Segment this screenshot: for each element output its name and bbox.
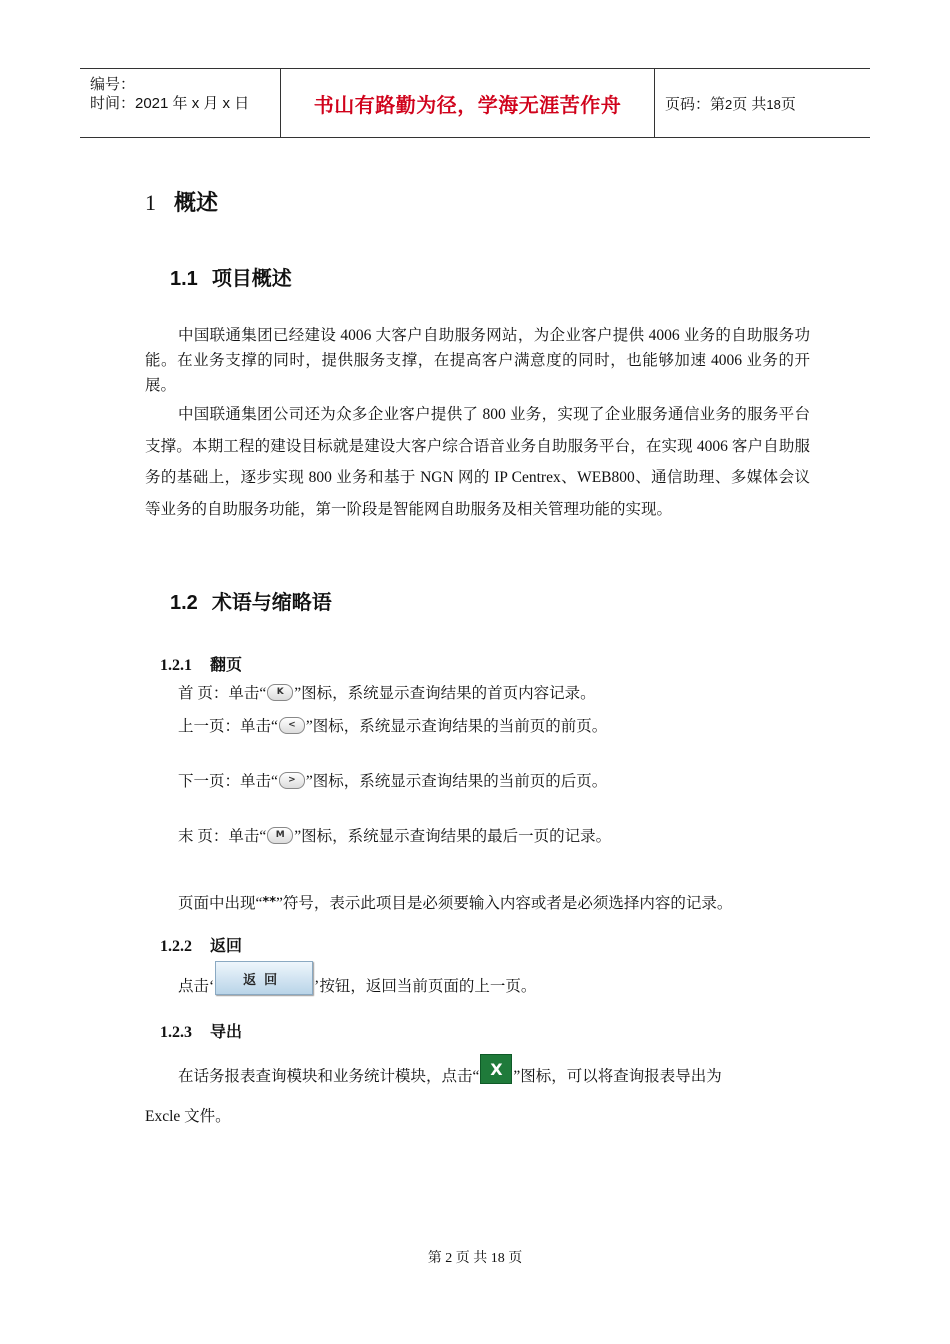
- paging-prev-label: 上一页：单击“: [178, 718, 278, 735]
- heading-title: 返回: [210, 936, 243, 955]
- page-mid: 页 共: [732, 95, 767, 113]
- page-total: 18: [766, 96, 781, 112]
- heading-1-2-1: [160, 652, 242, 675]
- export-text-after: ”图标，可以将查询报表导出为: [513, 1068, 722, 1085]
- heading-number: 1.2: [170, 592, 198, 614]
- paging-first-text: ”图标，系统显示查询结果的首页内容记录。: [294, 685, 596, 702]
- back-button[interactable]: 返回: [215, 961, 313, 995]
- serial-label: 编号：: [90, 76, 136, 93]
- heading-number: 1.2.2: [160, 938, 192, 955]
- paging-next-text: ”图标，系统显示查询结果的当前页的后页。: [305, 773, 608, 790]
- export-text-before: 在话务报表查询模块和业务统计模块，点击“: [178, 1068, 480, 1085]
- last-page-icon[interactable]: M: [267, 827, 293, 844]
- heading-number: 1.2.3: [160, 1024, 192, 1041]
- next-page-icon[interactable]: >: [279, 772, 305, 789]
- page-footer: 第 2 页 共 18 页: [427, 1251, 523, 1266]
- export-line-2: Excle 文件。: [145, 1108, 231, 1125]
- required-note: [178, 891, 732, 913]
- page-indicator: [655, 93, 796, 114]
- paging-next-line: [178, 769, 607, 791]
- page-prefix: 页码：第: [665, 95, 726, 113]
- prev-page-icon[interactable]: <: [279, 717, 305, 734]
- paging-last-text: ”图标，系统显示查询结果的最后一页的记录。: [294, 828, 612, 845]
- header-page-cell: [655, 69, 870, 137]
- heading-1-2-2: [160, 933, 242, 956]
- heading-title: 导出: [210, 1022, 243, 1041]
- back-text-before: 点击‘: [178, 978, 215, 995]
- heading-title: 翻页: [210, 655, 243, 674]
- paging-next-label: 下一页：单击“: [178, 773, 278, 790]
- heading-title: 概述: [174, 191, 219, 216]
- required-note-end: ”符号，表示此项目是必须要输入内容或者是必须选择内容的记录。: [276, 895, 733, 912]
- page-number: 2: [725, 96, 733, 112]
- motto: 书山有路勤为径，学海无涯苦作舟: [313, 92, 622, 117]
- heading-1-2: [170, 586, 332, 615]
- paging-prev-line: [178, 714, 607, 736]
- overview-body-2: [145, 399, 810, 525]
- page-suffix: 页: [780, 95, 796, 113]
- page-header: [80, 68, 870, 138]
- heading-number: 1: [145, 190, 156, 215]
- header-motto-cell: [281, 69, 655, 137]
- required-mark: **: [262, 894, 276, 910]
- export-line: [178, 1060, 722, 1090]
- overview-body: [145, 323, 810, 398]
- excel-icon[interactable]: X: [480, 1054, 512, 1084]
- back-text-after: ’按钮，返回当前页面的上一页。: [314, 978, 537, 995]
- required-note-start: 页面中出现“: [178, 895, 263, 912]
- heading-title: 项目概述: [211, 266, 292, 290]
- heading-number: 1.1: [170, 268, 198, 290]
- paging-first-line: [178, 681, 596, 703]
- paging-prev-text: ”图标，系统显示查询结果的当前页的前页。: [305, 718, 608, 735]
- overview-paragraph-1: 中国联通集团已经建设 4006 大客户自助服务网站，为企业客户提供 4006 业务的自助服务功能。在业务支撑的同时，提供服务支撑，在提高客户满意度的同时，也能够加速 4006 业务的开展。: [145, 327, 810, 394]
- paging-last-label: 末 页：单击“: [178, 828, 267, 845]
- heading-1: [145, 186, 218, 217]
- heading-title: 术语与缩略语: [211, 590, 332, 614]
- heading-number: 1.2.1: [160, 657, 192, 674]
- header-info-cell: [80, 69, 281, 137]
- paging-last-line: [178, 824, 611, 846]
- overview-paragraph-2: 中国联通集团公司还为众多企业客户提供了 800 业务，实现了企业服务通信业务的服务平台支撑。本期工程的建设目标就是建设大客户综合语音业务自助服务平台，在实现 4006 客户自助服务的基础上，逐步实现 800 业务和基于 NGN 网的 IP Centrex、WEB800、通信助理、多媒体会议等业务的自助服务功能，第一阶段是智能网自助服务及相关管理功能的实现。: [145, 406, 810, 518]
- back-line: [178, 960, 536, 996]
- date-label: 时间：2021 年 x 月 x 日: [90, 95, 250, 112]
- heading-1-2-3: [160, 1019, 242, 1042]
- heading-1-1: [170, 262, 292, 291]
- paging-first-label: 首 页：单击“: [178, 685, 267, 702]
- first-page-icon[interactable]: K: [267, 684, 293, 701]
